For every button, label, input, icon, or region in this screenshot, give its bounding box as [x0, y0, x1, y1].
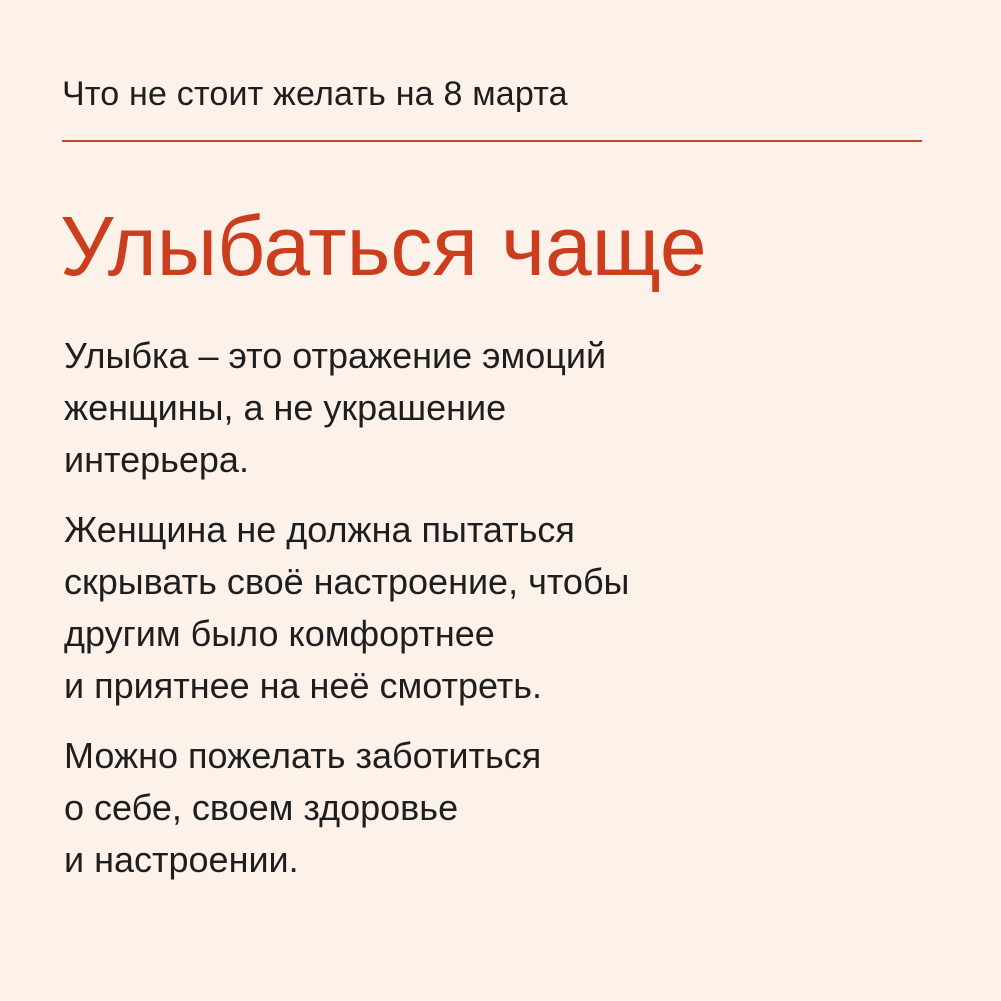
body-text: [64, 330, 944, 904]
paragraph-1: [64, 330, 944, 486]
paragraph-line: женщины, а не украшение: [64, 387, 507, 428]
paragraph-line: Улыбка – это отражение эмоций: [64, 335, 607, 376]
paragraph-3: [64, 730, 944, 886]
paragraph-line: и настроении.: [64, 839, 299, 880]
paragraph-line: интерьера.: [64, 439, 249, 480]
paragraph-2: [64, 504, 944, 712]
paragraph-line: скрывать своё настроение, чтобы: [64, 561, 630, 602]
paragraph-line: Можно пожелать заботиться: [64, 735, 542, 776]
slide-title: Улыбаться чаще: [60, 199, 707, 293]
paragraph-line: и приятнее на неё смотреть.: [64, 665, 543, 706]
divider: [62, 140, 922, 142]
paragraph-line: о себе, своем здоровье: [64, 787, 459, 828]
paragraph-line: Женщина не должна пытаться: [64, 509, 575, 550]
slide-kicker: Что не стоит желать на 8 марта: [62, 75, 568, 113]
paragraph-line: другим было комфортнее: [64, 613, 495, 654]
